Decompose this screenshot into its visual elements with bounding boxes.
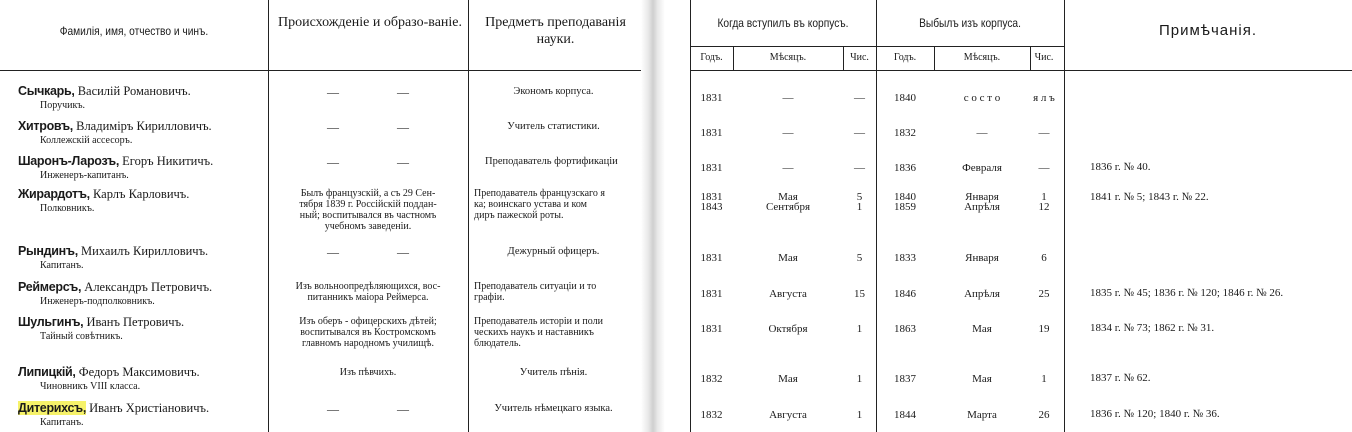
origin-line: питанникъ маіора Реймерса.	[307, 292, 429, 303]
left-month: Января	[965, 252, 999, 264]
left-year: 1837	[894, 373, 916, 385]
left-month: Мая	[972, 373, 992, 385]
note-text: 1837 г. № 62.	[1090, 372, 1151, 384]
origin-line: Изъ оберъ - офицерскихъ дѣтей;	[299, 316, 437, 327]
staff-surname: Рындинъ,	[18, 244, 78, 258]
left-day: я л ъ	[1033, 92, 1055, 104]
staff-given-name: Василій Романовичъ.	[74, 84, 191, 98]
origin-line: тября 1839 г. Россійскій поддан-	[299, 199, 437, 210]
left-day: —	[1038, 162, 1050, 174]
joined-year: 1831	[700, 162, 723, 174]
staff-rank: Тайный совѣтникъ.	[40, 331, 123, 342]
left-month: Января	[965, 191, 999, 203]
joined-month: Августа	[769, 288, 807, 300]
left-month: —	[976, 127, 988, 139]
joined-month: —	[782, 127, 794, 139]
left-year-2: 1859	[894, 201, 916, 213]
staff-given-name: Иванъ Петровичъ.	[83, 315, 185, 329]
staff-rank: Инженеръ-подполковникъ.	[40, 296, 155, 307]
staff-rank: Капитанъ.	[40, 260, 84, 271]
staff-rank: Чиновникъ VIII класса.	[40, 381, 141, 392]
joined-day: 1	[856, 409, 863, 421]
header-name: Фамилія, имя, отчество и чинъ.	[59, 24, 209, 38]
note-text: 1836 г. № 120; 1840 г. № 36.	[1090, 408, 1220, 420]
staff-surname: Шульгинъ,	[18, 315, 84, 329]
subject-text: Преподаватель фортификаціи	[485, 156, 618, 167]
origin-dash: —	[397, 402, 409, 416]
origin-line: Изъ вольноопредѣляющихся, вос-	[295, 281, 441, 292]
origin-line: ный; воспитывался въ частномъ	[299, 210, 437, 221]
joined-year: 1831	[700, 191, 723, 203]
subject-line: блюдатель.	[474, 338, 521, 349]
joined-month: Октября	[768, 323, 808, 335]
joined-month: Августа	[769, 409, 807, 421]
origin-dash: —	[327, 120, 339, 134]
column-rule	[876, 0, 877, 432]
header-notes: Примѣчанія.	[1158, 22, 1258, 39]
note-text: 1835 г. № 45; 1836 г. № 120; 1846 г. № 26.	[1090, 287, 1284, 299]
origin-text: Изъ пѣвчихъ.	[339, 367, 397, 378]
left-year: 1833	[894, 252, 916, 264]
staff-rank: Коллежскій ассесоръ.	[40, 135, 133, 146]
origin-line: воспитывался въ Костромскомъ	[300, 327, 436, 338]
staff-given-name: Михаилъ Кирилловичъ.	[77, 244, 209, 258]
column-rule	[690, 0, 691, 432]
staff-surname: Хитровъ,	[18, 119, 73, 133]
left-month: Апрѣля	[964, 288, 1000, 300]
origin-dash: —	[397, 155, 409, 169]
origin-dash: —	[397, 85, 409, 99]
joined-day: 5	[856, 191, 863, 203]
header-origin: Происхожденіе и образо-ваніе.	[277, 15, 463, 30]
subject-line: Преподаватель исторіи и поли	[474, 316, 603, 327]
origin-line: главномъ народномъ училищѣ.	[301, 338, 434, 349]
staff-name	[18, 244, 208, 259]
joined-day: —	[854, 127, 865, 139]
staff-given-name: Егоръ Никитичъ.	[119, 154, 214, 168]
left-month: Марта	[967, 409, 997, 421]
origin-dash: —	[327, 85, 339, 99]
joined-day: —	[854, 92, 865, 104]
header-rule-sub	[690, 46, 1064, 47]
staff-surname: Жирардотъ,	[18, 187, 90, 201]
joined-year: 1831	[700, 288, 723, 300]
header-rule-bottom	[690, 70, 1064, 71]
joined-day: 1	[856, 323, 863, 335]
left-day: 6	[1041, 252, 1047, 264]
staff-rank: Полковникъ.	[40, 203, 95, 214]
left-year: 1846	[894, 288, 916, 300]
staff-surname: Шаронъ-Ларозъ,	[18, 154, 120, 168]
subject-line: диръ пажеской роты.	[474, 210, 564, 221]
origin-dash: —	[327, 155, 339, 169]
staff-given-name: Александръ Петровичъ.	[81, 280, 213, 294]
joined-day: 1	[856, 373, 863, 385]
joined-day: 5	[856, 252, 863, 264]
left-year: 1840	[894, 191, 916, 203]
subject-line: Преподаватель французскаго я	[474, 188, 605, 199]
origin-dash: —	[327, 402, 339, 416]
staff-name	[18, 401, 209, 416]
staff-given-name: Иванъ Христіановичъ.	[86, 401, 210, 415]
subject-text: Учитель нѣмецкаго языка.	[494, 403, 613, 414]
note-text: 1836 г. № 40.	[1090, 161, 1151, 173]
joined-year: 1831	[700, 92, 723, 104]
subject-text: Учитель пѣнія.	[519, 367, 588, 378]
joined-year: 1831	[700, 127, 723, 139]
staff-given-name: Владиміръ Кирилловичъ.	[72, 119, 212, 133]
subheader-year: Годъ.	[700, 52, 723, 63]
staff-name	[18, 365, 200, 380]
header-subject: Предметъ преподаванія науки.	[485, 15, 626, 47]
staff-name	[18, 84, 191, 99]
left-year: 1863	[894, 323, 916, 335]
staff-given-name: Федоръ Максимовичъ.	[75, 365, 200, 379]
joined-day-2: 1	[856, 201, 863, 213]
staff-name	[18, 280, 212, 295]
left-day-2: 12	[1038, 201, 1050, 213]
joined-month: Мая	[778, 252, 798, 264]
staff-rank: Капитанъ.	[40, 417, 84, 428]
joined-year: 1832	[700, 373, 723, 385]
staff-rank: Инженеръ-капитанъ.	[40, 170, 129, 181]
left-month: Мая	[972, 323, 992, 335]
joined-month: —	[782, 162, 794, 174]
joined-month: Мая	[778, 373, 798, 385]
left-year: 1840	[894, 92, 916, 104]
left-day: 19	[1038, 323, 1050, 335]
subheader-month-left: Мѣсяцъ.	[963, 52, 1001, 63]
subject-line: графіи.	[474, 292, 505, 303]
origin-dash: —	[397, 245, 409, 259]
origin-dash: —	[327, 245, 339, 259]
left-day: 26	[1038, 409, 1050, 421]
staff-surname: Реймерсъ,	[18, 280, 82, 294]
joined-month: —	[782, 92, 794, 104]
left-day: 1	[1041, 191, 1047, 203]
joined-day: —	[854, 162, 865, 174]
left-year: 1836	[894, 162, 916, 174]
staff-surname: Липицкій,	[18, 365, 76, 379]
column-rule	[1064, 0, 1065, 432]
joined-year: 1832	[700, 409, 723, 421]
staff-name	[18, 119, 212, 134]
left-year: 1832	[894, 127, 916, 139]
subject-text: Дежурный офицеръ.	[507, 246, 600, 257]
joined-month: Мая	[778, 191, 798, 203]
subject-line: ческихъ наукъ и наставникъ	[474, 327, 594, 338]
subheader-month: Мѣсяцъ.	[769, 52, 807, 63]
note-text: 1834 г. № 73; 1862 г. № 31.	[1090, 322, 1215, 334]
left-month: Февраля	[962, 162, 1002, 174]
joined-year: 1831	[700, 252, 723, 264]
origin-dash: —	[397, 120, 409, 134]
page-fold-shadow	[641, 0, 665, 432]
header-left: Выбылъ изъ корпуса.	[919, 16, 1021, 30]
origin-line: Былъ французскій, а съ 29 Сен-	[300, 188, 436, 199]
subject-line: ка; воинскаго устава и ком	[474, 199, 587, 210]
staff-name	[18, 315, 184, 330]
header-rule-top	[0, 70, 641, 71]
notes-header-rule	[1064, 70, 1352, 71]
origin-line: учебномъ заведеніи.	[324, 221, 412, 232]
note-text: 1841 г. № 5; 1843 г. № 22.	[1090, 191, 1209, 203]
subject-line: Преподаватель ситуаціи и то	[474, 281, 597, 292]
header-joined: Когда вступилъ въ корпусъ.	[717, 16, 849, 30]
subject-text: Экономъ корпуса.	[513, 86, 594, 97]
left-day: 1	[1041, 373, 1047, 385]
joined-year-2: 1843	[700, 201, 723, 213]
subheader-year-left: Годъ.	[893, 52, 917, 63]
left-year: 1844	[894, 409, 916, 421]
subheader-day-left: Чис.	[1034, 52, 1054, 63]
joined-day: 15	[854, 288, 865, 300]
joined-month-2: Сентября	[765, 201, 811, 213]
subject-text: Учитель статистики.	[507, 121, 600, 132]
left-month-2: Апрѣля	[964, 201, 1000, 213]
staff-name	[18, 187, 189, 202]
left-day: —	[1038, 127, 1050, 139]
staff-name	[18, 154, 213, 169]
staff-surname: Дитерихсъ,	[18, 401, 86, 415]
left-month: с о с т о	[963, 92, 1001, 104]
joined-year: 1831	[700, 323, 723, 335]
staff-given-name: Карлъ Карловичъ.	[89, 187, 190, 201]
subheader-day: Чис.	[850, 52, 869, 63]
staff-rank: Поручикъ.	[40, 100, 85, 111]
staff-surname: Сычкарь,	[18, 84, 75, 98]
left-day: 25	[1038, 288, 1050, 300]
